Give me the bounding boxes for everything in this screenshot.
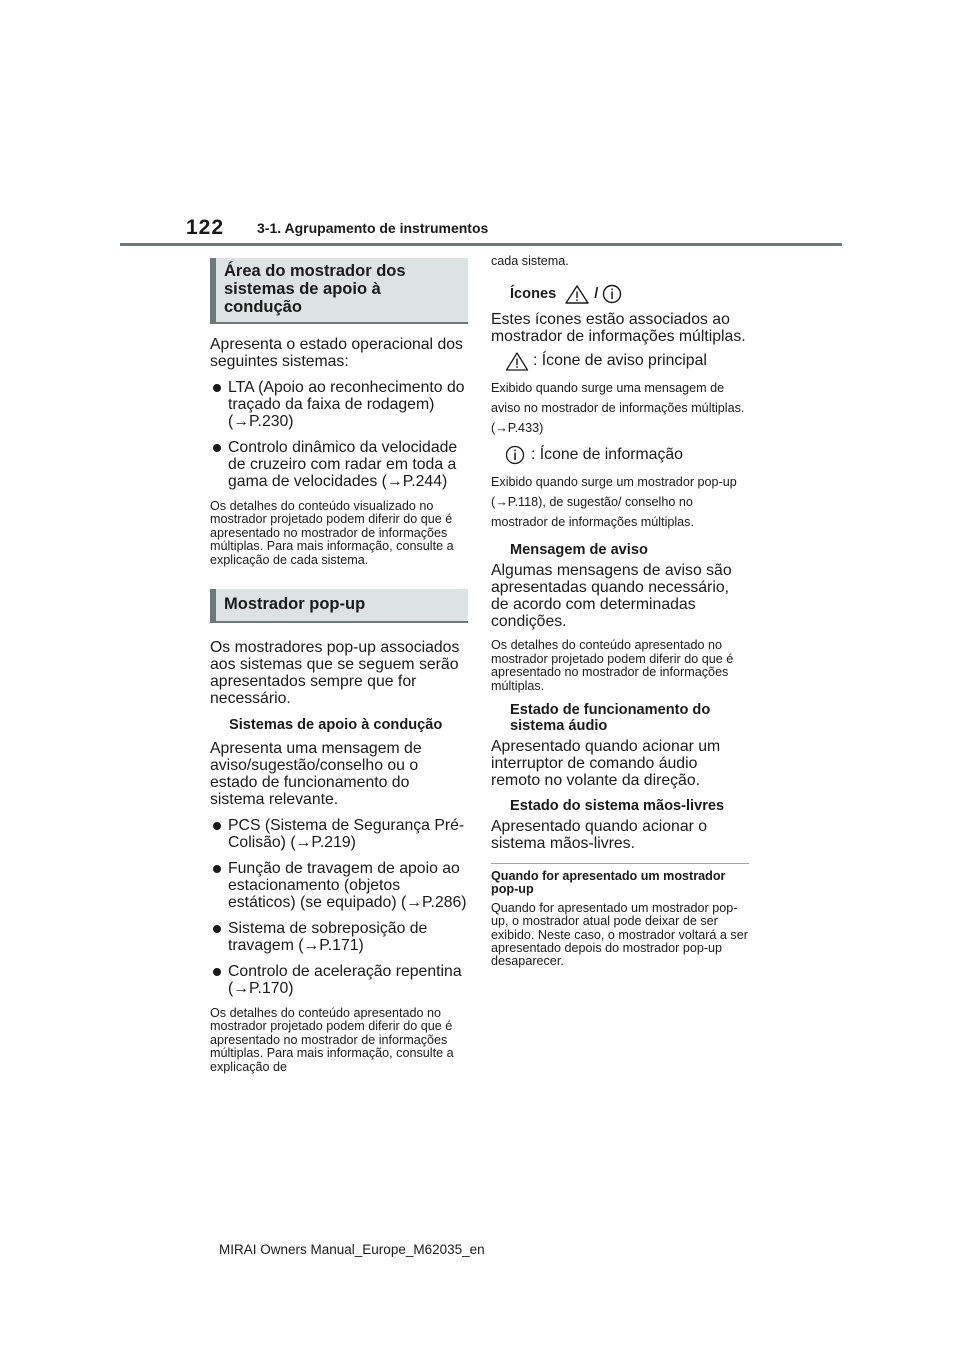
info-circle-icon: [602, 284, 622, 304]
warning-icon-label: : Ícone de aviso principal: [533, 352, 707, 370]
info-icon-row: [491, 445, 749, 465]
header-rule: [120, 243, 842, 246]
sub-heading-warning-message: Mensagem de aviso: [510, 542, 648, 559]
bullet-sudden-acceleration: Controlo de aceleração repentina (→P.170): [210, 963, 468, 997]
info-circle-icon: [505, 445, 525, 465]
sub-heading-driving-support: Sistemas de apoio à condução: [229, 717, 443, 734]
info-icon-description: Exibido quando surge um mostrador pop-up (→P.118), de sugestão/ conselho no mostrador de informações múltiplas.: [491, 475, 737, 530]
icons-label: Ícones: [510, 286, 557, 303]
warning-triangle-icon: [564, 284, 590, 304]
warning-icon-description: Exibido quando surge uma mensagem de aviso no mostrador de informações múltiplas. (→P.433): [491, 381, 745, 436]
intro-text: Apresenta o estado operacional dos seguintes sistemas:: [210, 336, 463, 370]
audio-status-text: Apresentado quando acionar um interruptor de comando áudio remoto no volante da direção.: [491, 738, 721, 790]
icons-heading: [491, 284, 749, 304]
sub-heading-audio-status: Estado de funcionamento do sistema áudio: [510, 702, 711, 735]
section-heading-driving-support-area: Área do mostrador dos sistemas de apoio à condução: [210, 258, 468, 324]
note-projected-display: Os detalhes do conteúdo visualizado no mostrador projetado podem diferir do que é apresentado no mostrador de informações múltiplas. Para mais informação, consulte a explicação de cada sistema.: [210, 499, 454, 567]
note-projected-display-2: Os detalhes do conteúdo apresentado no mostrador projetado podem diferir do que é apresentado no mostrador de informações múltiplas. Para mais informação, consulte a explicação de: [210, 1006, 454, 1074]
driving-support-text: Apresenta uma mensagem de aviso/sugestão/conselho ou o estado de funcionamento do sistema relevante.: [210, 740, 422, 809]
warning-message-note: Os detalhes do conteúdo apresentado no mostrador projetado podem diferir do que é apresentado no mostrador de informações múltiplas.: [491, 638, 734, 693]
page-number: 122: [186, 216, 225, 239]
bullet-pcs: PCS (Sistema de Segurança Pré-Colisão) (→P.219): [210, 817, 468, 851]
icons-description: Estes ícones estão associados ao mostrador de informações múltiplas.: [491, 311, 746, 346]
left-column: [210, 258, 468, 1074]
note-title: Quando for apresentado um mostrador pop-up: [491, 869, 726, 897]
chapter-title: 3-1. Agrupamento de instrumentos: [257, 220, 489, 236]
bullet-parking-brake: Função de travagem de apoio ao estacionamento (objetos estáticos) (se equipado) (→P.286): [210, 860, 468, 911]
info-icon-label: : Ícone de informação: [531, 446, 683, 464]
popup-intro-text: Os mostradores pop-up associados aos sistemas que se seguem serão apresentados sempre que for necessário.: [210, 639, 460, 708]
icons-separator: /: [594, 286, 599, 303]
section-heading-popup: Mostrador pop-up: [210, 589, 468, 623]
bullet-brake-override: Sistema de sobreposição de travagem (→P.171): [210, 920, 468, 954]
right-column: [491, 255, 749, 969]
warning-message-text: Algumas mensagens de aviso são apresentadas quando necessário, de acordo com determinadas condições.: [491, 562, 732, 631]
handsfree-status-text: Apresentado quando acionar o sistema mãos-livres.: [491, 818, 708, 853]
bullet-cruise-control: Controlo dinâmico da velocidade de cruzeiro com radar em toda a gama de velocidades (→P.244): [210, 439, 468, 490]
note-text: Quando for apresentado um mostrador pop-up, o mostrador atual pode deixar de ser exibido. Neste caso, o mostrador voltará a ser apresentado depois do mostrador pop-up desaparecer.: [491, 900, 748, 969]
sub-heading-handsfree-status: Estado do sistema mãos-livres: [510, 798, 725, 815]
warning-icon-row: [491, 351, 749, 371]
warning-triangle-icon: [505, 351, 529, 371]
note-divider: [491, 863, 749, 864]
footer-manual-id: MIRAI Owners Manual_Europe_M62035_en: [219, 1242, 485, 1257]
bullet-lta: LTA (Apoio ao reconhecimento do traçado da faixa de rodagem) (→P.230): [210, 379, 468, 430]
continuation-text: cada sistema.: [491, 254, 569, 268]
